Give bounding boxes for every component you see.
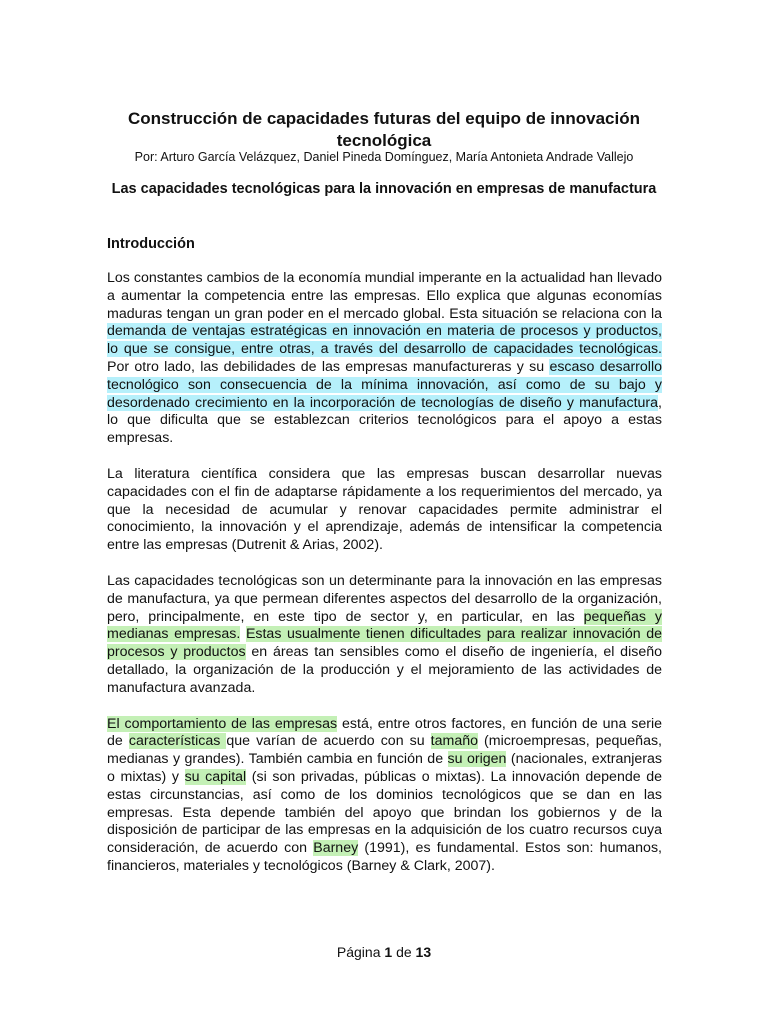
- page-label: Página: [336, 944, 381, 960]
- paragraph-text: que varían de acuerdo con su: [226, 733, 431, 750]
- paragraph-text: (1991), es fundamental. Estos son: humanos, financieros, materiales y tecnológicos (Barney & Clark, 2007).: [107, 840, 662, 874]
- highlighted-text: escaso desarrollo tecnológico son consecuencia de la mínima innovación, así como de su bajo y desordenado crecimiento en la incorporación de tecnologías de diseño y manufactura: [107, 358, 662, 411]
- paragraph-text: (microempresas, pequeñas, medianas y grandes). También cambia en función de: [107, 733, 663, 768]
- of-label: de: [396, 944, 412, 960]
- paragraph-text: (si son privadas, públicas o mixtas). La innovación depende de estas circunstancias, así como de los dominios tecnológicos que se dan en las empresas. Esta depende también del apoyo que brindan los gobiernos y de la disposición de participar de las empresas en la adquisición de los cuatro recursos cuya consideración, de acuerdo con: [107, 768, 663, 857]
- highlighted-text: Estas usualmente tienen dificultades para realizar innovación de procesos y productos: [107, 626, 662, 661]
- current-page-number: 1: [384, 944, 393, 960]
- paragraph-text: en áreas tan sensibles como el diseño de ingeniería, el diseño detallado, la organización de la producción y el mejoramiento de las actividades de manufactura avanzada.: [107, 644, 662, 696]
- total-pages-number: 13: [415, 944, 432, 960]
- paragraph-text: , lo que dificulta que se establezcan criterios tecnológicos para el apoyo a estas empresas.: [107, 394, 662, 447]
- highlighted-text: Barney: [313, 840, 359, 857]
- paragraph: [107, 270, 662, 448]
- highlighted-text: El comportamiento de las empresas: [107, 715, 338, 732]
- highlighted-text: su origen: [447, 751, 507, 768]
- document-authors: Por: Arturo García Velázquez, Daniel Pineda Domínguez, María Antonieta Andrade Vallejo: [134, 150, 634, 164]
- highlighted-text: tamaño: [430, 733, 478, 750]
- paragraph-text: Los constantes cambios de la economía mundial imperante en la actualidad han llevado a aumentar la competencia entre las empresas. Ello explica que algunas economías maduras tengan un gran poder en el mercado global. Esta situación se relaciona con la: [107, 270, 662, 322]
- highlighted-text: su capital: [184, 768, 247, 785]
- page-footer: [0, 943, 768, 961]
- highlighted-text: demanda de ventajas estratégicas en innovación en materia de procesos y productos, lo que se consigue, entre otras, a través del desarrollo de capacidades tecnológicas.: [107, 323, 662, 358]
- paragraph-text: está, entre otros factores, en función de una serie de: [107, 715, 662, 750]
- section-heading: Introducción: [107, 236, 195, 252]
- highlighted-text: características: [128, 733, 227, 750]
- document-subtitle: Las capacidades tecnológicas para la innovación en empresas de manufactura: [111, 181, 657, 197]
- paragraph-text: (nacionales, extranjeras o mixtas) y: [107, 751, 662, 785]
- paragraph: [107, 716, 662, 876]
- paragraph: [107, 466, 662, 555]
- paragraph-text: Por otro lado, las debilidades de las empresas manufactureras y su: [107, 358, 550, 375]
- highlighted-text: pequeñas y medianas empresas.: [107, 608, 662, 643]
- paragraph-text: La literatura científica considera que las empresas buscan desarrollar nuevas capacidades con el fin de adaptarse rápidamente a los requerimientos del mercado, ya que la necesidad de acumular y renovar capacidades permite administrar el conocimiento, la innovación y el aprendizaje, además de intensificar la competencia entre las empresas (Dutrenit & Arias, 2002).: [107, 465, 662, 554]
- document-title: Construcción de capacidades futuras del equipo de innovación tecnológica: [128, 109, 640, 150]
- document-body: [107, 270, 662, 894]
- paragraph: [107, 573, 662, 698]
- paragraph-text: Las capacidades tecnológicas son un determinante para la innovación en las empresas de manufactura, ya que permean diferentes aspectos del desarrollo de la organización, pero, principalmente, en este tipo de sector y, en particular, en las: [107, 572, 662, 625]
